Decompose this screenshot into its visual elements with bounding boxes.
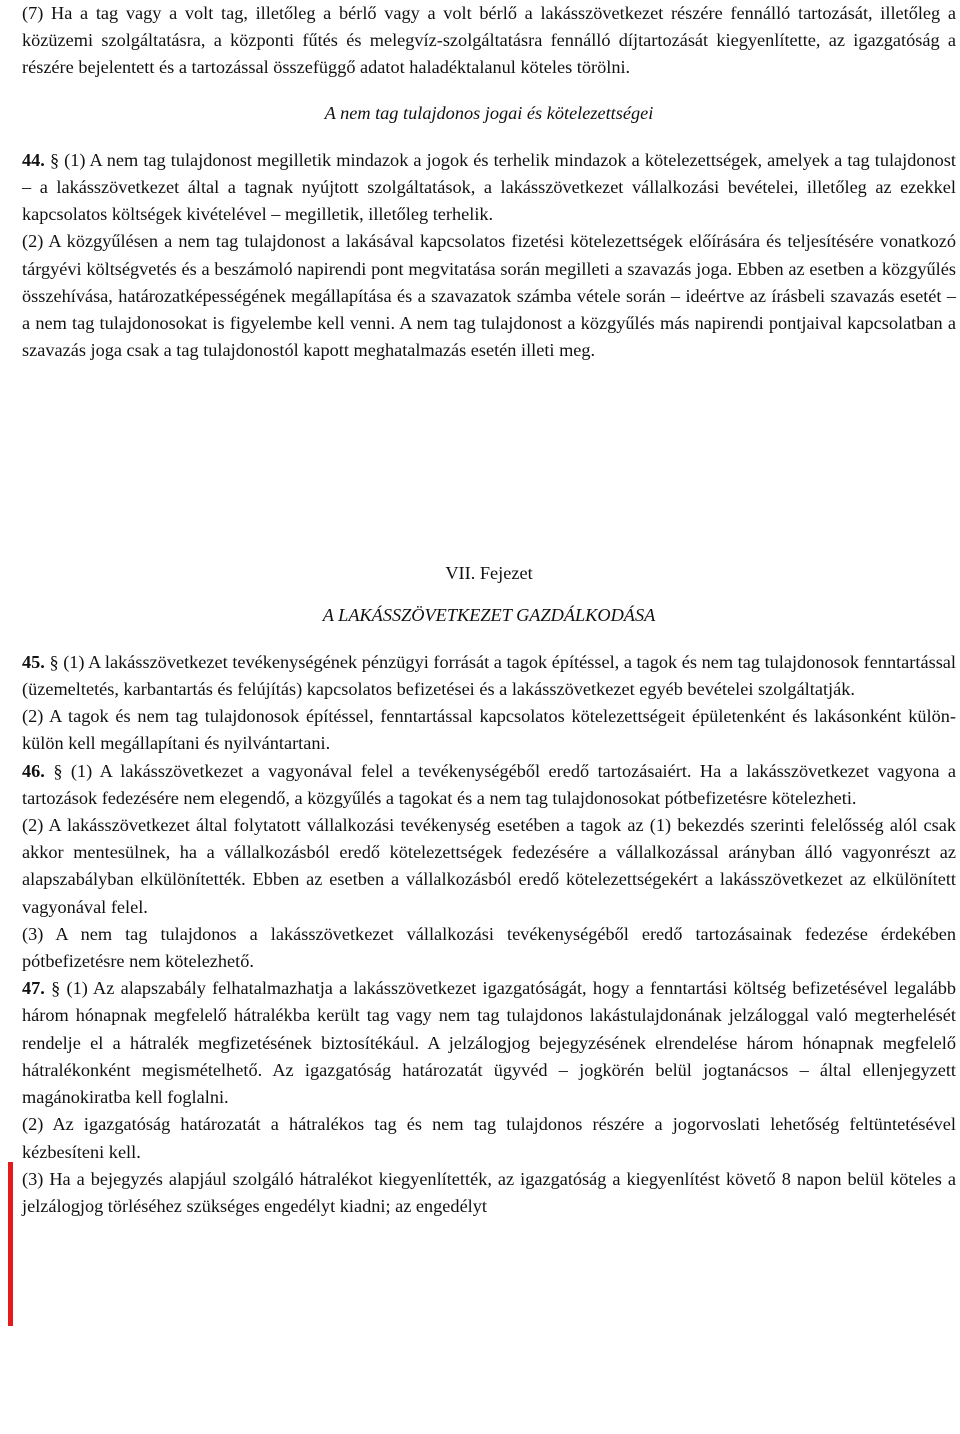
section-heading: A nem tag tulajdonos jogai és kötelezettségei — [324, 102, 654, 123]
paragraph-7: (7) Ha a tag vagy a volt tag, illetőleg a bérlő vagy a volt bérlő a lakásszövetkezet részére fennálló tartozását, illetőleg a közüzemi szolgáltatásra, a központi fűtés és melegvíz-szolgáltatásra fennálló díjtartozását kiegyenlítette, az igazgatóság a részére bejelentett és a tartozással összefüggő adatot haladéktalanul köteles törölni. — [22, 3, 956, 78]
section-46-number: 46. — [22, 760, 45, 781]
section-46-paragraph-2: (2) A lakásszövetkezet által folytatott vállalkozási tevékenység esetében a tagok az (1) bekezdés szerinti felelősség alól csak akkor mentesülnek, ha a vállalkozásból eredő kötelezettségek fedezésére a vállalkozással arányban álló vagyonrészt az alapszabályban elkülönítették. Ebben az esetben a vállalkozásból eredő kötelezettségekért a lakásszövetkezet az elkülönített vagyonával felel. — [22, 815, 956, 917]
section-45-number: 45. — [22, 651, 45, 672]
section-47-paragraph-1 — [22, 975, 956, 1111]
section-44-number: 44. — [22, 149, 45, 170]
section-46-paragraph-3: (3) A nem tag tulajdonos a lakásszövetkezet vállalkozási tevékenységéből eredő tartozásainak fedezése érdekében pótbefizetésre nem kötelezhető. — [22, 923, 956, 972]
change-bar — [8, 1162, 13, 1326]
section-44-paragraph-2: (2) A közgyűlésen a nem tag tulajdonost a lakásával kapcsolatos fizetési kötelezettségek előírására és teljesítésére vonatkozó tárgyévi költségvetés és a beszámoló napirendi pont megvitatása során megilleti a szavazás joga. Ebben az esetben a közgyűlés összehívása, határozatképességének megállapítása és a szavazatok számba vétele során – ideértve az írásbeli szavazás esetét – a nem tag tulajdonosokat is figyelembe kell venni. A nem tag tulajdonost a közgyűlés más napirendi pontjaival kapcsolatban a szavazás joga csak a tag tulajdonostól kapott meghatalmazás esetén illeti meg. — [22, 231, 956, 361]
section-47-paragraph-2: (2) Az igazgatóság határozatát a hátralékos tag és nem tag tulajdonos részére a jogorvoslati lehetőség feltüntetésével kézbesíteni kell. — [22, 1114, 956, 1162]
section-47-text-1: § (1) Az alapszabály felhatalmazhatja a lakásszövetkezet igazgatóságát, hogy a fenntartási költség befizetésével legalább három hónapnak megfelelő hátralékba került tag vagy nem tag tulajdonos lakástulajdonának jelzáloggal való megterhelését rendelje el a hátralék megfizetésének biztosítékául. A jelzálogjog bejegyzésének elrendelése három hónapnak megfelelő hátralékonként megismételhető. Az igazgatóság határozatát ügyvéd – jogkörén belül jogtanácsos – által ellenjegyzett magánokiratba kell foglalni. — [22, 978, 957, 1108]
chapter-title: A LAKÁSSZÖVETKEZET GAZDÁLKODÁSA — [322, 604, 656, 625]
document-page — [22, 0, 956, 1220]
section-45-paragraph-1 — [22, 649, 956, 703]
section-47-number: 47. — [22, 978, 45, 999]
section-46-text-1: § (1) A lakásszövetkezet a vagyonával felel a tevékenységéből eredő tartozásaiért. Ha a lakásszövetkezet vagyona a tartozások fedezésére nem elegendő, a közgyűlés a tagokat és a nem tag tulajdonosokat pótbefizetésre kötelezheti. — [22, 760, 956, 808]
section-45-text-1: § (1) A lakásszövetkezet tevékenységének pénzügyi forrását a tagok építéssel, a tagok és nem tag tulajdonosok fenntartással (üzemeltetés, karbantartás és felújítás) kapcsolatos befizetései és a lakásszövetkezet egyéb bevételei szolgáltatják. — [22, 651, 957, 700]
section-44-text-1: § (1) A nem tag tulajdonost megilletik mindazok a jogok és terhelik mindazok a kötelezettségek, amelyek a tag tulajdonost – a lakásszövetkezet által a tagnak nyújtott szolgáltatások, a lakásszövetkezet vállalkozási bevételei, illetőleg az ezekkel kapcsolatos költségek kivételével – megilletik, illetőleg terhelik. — [22, 149, 956, 225]
section-46-paragraph-1 — [22, 758, 956, 812]
section-47-paragraph-3: (3) Ha a bejegyzés alapjául szolgáló hátralékot kiegyenlítették, az igazgatóság a kiegyenlítést követő 8 napon belül köteles a jelzálogjog törléséhez szükséges engedélyt kiadni; az engedélyt — [22, 1168, 956, 1216]
section-45-paragraph-2: (2) A tagok és nem tag tulajdonosok építéssel, fenntartással kapcsolatos kötelezettségeit épületenként és lakásonként külön-külön kell megállapítani és nyilvántartani. — [22, 706, 956, 754]
chapter-number: VII. Fejezet — [445, 563, 533, 584]
blank-space — [22, 364, 956, 560]
section-44-paragraph-1 — [22, 147, 956, 229]
